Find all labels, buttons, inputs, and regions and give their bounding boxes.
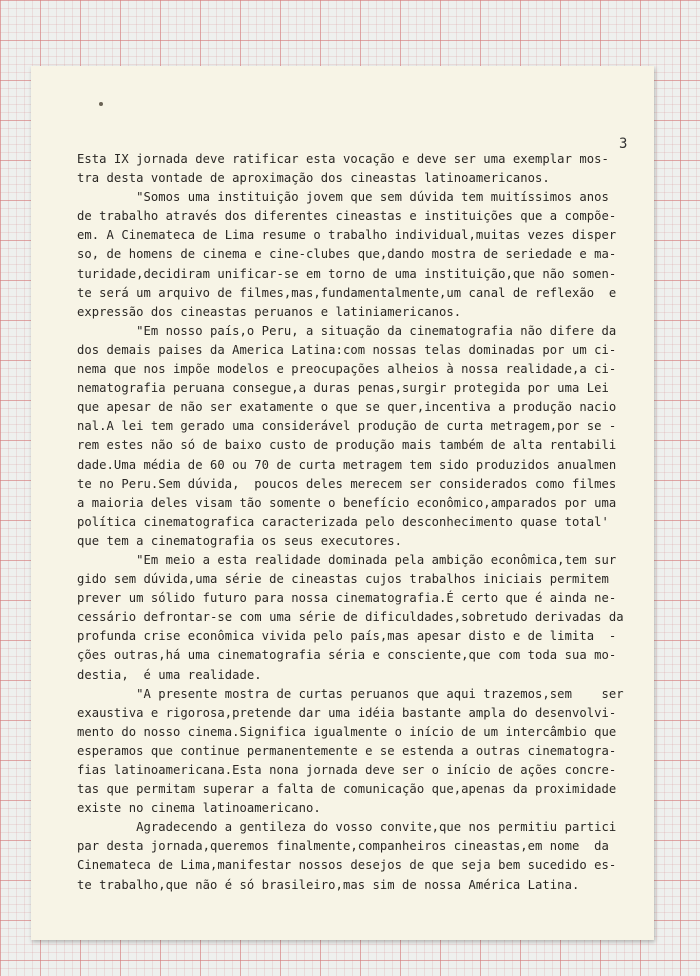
text-line: turidade,decidiram unificar-se em torno de uma instituição,que não somen- [77, 266, 617, 281]
page-number: 3 [619, 136, 628, 152]
text-line: política cinematografica caracterizada pelo desconhecimento quase total' [77, 514, 609, 529]
text-line: nal.A lei tem gerado uma considerável produção de curta metragem,por se - [77, 419, 617, 434]
text-line: Agradecendo a gentileza do vosso convite,que nos permitiu partici [77, 820, 617, 835]
text-line: "Somos uma instituição jovem que sem dúvida tem muitíssimos anos [77, 190, 609, 205]
text-line: ções outras,há uma cinematografia séria e consciente,que com toda sua mo- [77, 648, 617, 663]
text-line: te trabalho,que não é só brasileiro,mas sim de nossa América Latina. [77, 877, 580, 892]
text-line: dos demais paises da America Latina:com nossas telas dominadas por um ci- [77, 342, 617, 357]
text-line: esperamos que continue permanentemente e se estenda a outras cinematogra- [77, 743, 617, 758]
document-page [31, 66, 654, 940]
text-line: par desta jornada,queremos finalmente,companheiros cineastas,em nome da [77, 839, 609, 854]
text-line: prever um sólido futuro para nossa cinematografia.É certo que é ainda ne- [77, 591, 617, 606]
text-line: em. A Cinemateca de Lima resume o trabalho individual,muitas vezes disper [77, 228, 617, 243]
text-line: existe no cinema latinoamericano. [77, 801, 321, 816]
text-line: nema que nos impõe modelos e preocupações alheios à nossa realidade,a ci- [77, 362, 617, 377]
text-line: profunda crise econômica vivida pelo país,mas apesar disto e de limita - [77, 629, 617, 644]
text-line: te no Peru.Sem dúvida, poucos deles merecem ser considerados como filmes [77, 476, 617, 491]
text-line: destia, é uma realidade. [77, 667, 262, 682]
text-line: que tem a cinematografia os seus executores. [77, 533, 403, 548]
text-line: "Em nosso país,o Peru, a situação da cinematografia não difere da [77, 323, 617, 338]
text-line: fias latinoamericana.Esta nona jornada deve ser o início de ações concre- [77, 763, 617, 777]
text-line: "A presente mostra de curtas peruanos que aqui trazemos,sem ser [77, 686, 624, 701]
text-line: cessário defrontar-se com uma série de dificuldades,sobretudo derivadas da [77, 610, 624, 625]
text-line: exaustiva e rigorosa,pretende dar uma idéia bastante ampla do desenvolvi- [77, 705, 617, 720]
text-line: tas que permitam superar a falta de comunicação que,apenas da proximidade [77, 782, 617, 797]
text-line: dade.Uma média de 60 ou 70 de curta metragem tem sido produzidos anualmen [77, 457, 617, 472]
text-line: tra desta vontade de aproximação dos cineastas latinoamericanos. [77, 171, 550, 186]
text-line: te será um arquivo de filmes,mas,fundamentalmente,um canal de reflexão e [77, 285, 617, 300]
text-line: a maioria deles visam tão somente o benefício econômico,amparados por uma [77, 495, 617, 510]
text-line: de trabalho através dos diferentes cineastas e instituições que a compõe- [77, 209, 617, 224]
text-line: mento do nosso cinema.Significa igualmente o início de um intercâmbio que [77, 724, 617, 739]
text-line: que apesar de não ser exatamente o que se quer,incentiva a produção nacio [77, 400, 617, 415]
text-line: Cinemateca de Lima,manifestar nossos desejos de que seja bem sucedido es- [77, 858, 617, 873]
text-line: expressão dos cineastas peruanos e latiniamericanos. [77, 304, 462, 319]
text-line: so, de homens de cinema e cine-clubes que,dando mostra de seriedade e ma- [77, 247, 617, 262]
text-line: nematografia peruana consegue,a duras penas,surgir protegida por uma Lei [77, 381, 609, 396]
text-line: Esta IX jornada deve ratificar esta vocação e deve ser uma exemplar mos- [77, 152, 609, 166]
text-line: rem estes não só de baixo custo de produção mais também de alta rentabili [77, 438, 617, 453]
typewritten-text [77, 150, 642, 895]
text-line: "Em meio a esta realidade dominada pela ambição econômica,tem sur [77, 552, 617, 567]
text-line: gido sem dúvida,uma série de cineastas cujos trabalhos iniciais permitem [77, 572, 609, 587]
ink-spot [99, 102, 103, 106]
